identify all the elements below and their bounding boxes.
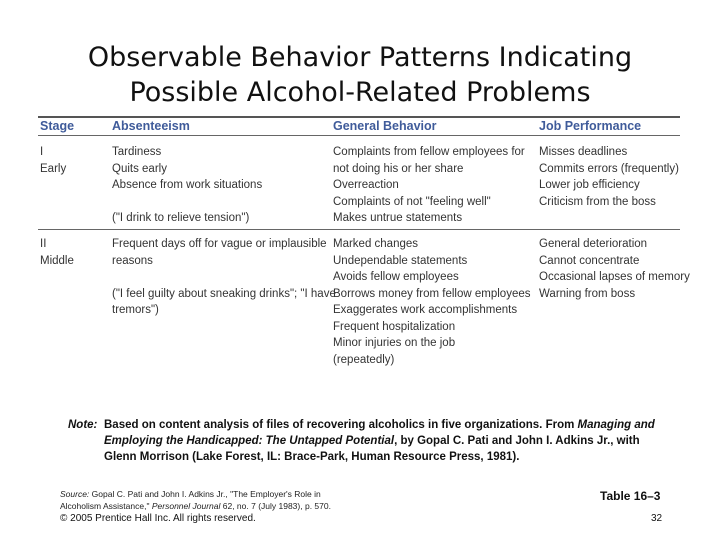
performance-item: Warning from boss [539,287,636,300]
behavior-item: Minor injuries on the job [333,337,456,349]
stage-number: I [40,146,44,158]
behavior-item: Marked changes [333,238,419,250]
behavior-item: not doing his or her share [333,162,464,175]
source-text-2: Alcoholism Assistance," [60,501,150,511]
behavior-item: Borrows money from fellow employees [333,287,531,300]
behavior-item: Complaints from fellow employees for [333,146,525,158]
behavior-item: Complaints of not "feeling well" [333,195,491,208]
behavior-item: Undependable statements [333,254,468,267]
behavior-item: Frequent hospitalization [333,320,456,333]
behavior-item: (repeatedly) [333,353,395,366]
behavior-item: Overreaction [333,179,399,191]
row-divider [38,229,680,230]
source-label: Source: [60,489,90,499]
row-middle-general-behavior [333,236,531,368]
row-early-general-behavior [333,144,525,227]
row-middle-absenteeism [112,236,336,319]
table-top-rule [38,116,680,118]
behavior-item: Exaggerates work accomplishments [333,304,518,316]
performance-item: Cannot concentrate [539,254,640,267]
note-text-before: Based on content analysis of files of recovering alcoholics in five organizations. From [104,419,575,431]
absenteeism-spacer [112,194,262,211]
header-stage: Stage [40,119,75,133]
table-note [68,417,668,465]
header-job-performance: Job Performance [539,119,642,133]
row-early-job-performance [539,144,679,210]
absenteeism-item: Tardiness [112,146,162,158]
absenteeism-quote: tremors") [112,304,159,316]
absenteeism-spacer [112,269,336,286]
source-text-1: Gopal C. Pati and John I. Adkins Jr., "The Employer's Role in [91,489,321,499]
page-number: 32 [651,513,663,524]
performance-item: Criticism from the boss [539,195,656,208]
performance-item: Commits errors (frequently) [539,162,679,175]
absenteeism-item: Absence from work situations [112,179,263,191]
note-book-title: Managing and Employing the Handicapped: The Untapped Potential [104,419,655,447]
source-text-3: 62, no. 7 (July 1983), p. 570. [222,501,331,511]
note-body [104,417,668,465]
stage-number: II [40,238,47,250]
table-number-label: Table 16–3 [600,489,661,503]
performance-item: Misses deadlines [539,146,628,158]
source-citation [60,488,331,512]
header-rule [38,135,680,136]
note-label: Note: [68,419,98,431]
absenteeism-item: reasons [112,254,153,267]
absenteeism-item: Quits early [112,162,167,175]
slide-title [0,40,720,110]
performance-item: Lower job efficiency [539,179,640,191]
header-absenteeism: Absenteeism [112,119,190,133]
row-early-stage [40,144,66,177]
behavior-item: Avoids fellow employees [333,271,459,283]
title-line-1: Observable Behavior Patterns Indicating [87,42,633,73]
performance-item: General deterioration [539,238,648,250]
note-text-after: , by Gopal C. Pati and John I. Adkins Jr., with Glenn Morrison (Lake Forest, IL: Brace-Park, Human Resource Press, 1981). [104,435,640,463]
row-middle-stage [40,236,74,269]
row-middle-job-performance [539,236,690,302]
source-journal: Personnel Journal [151,501,221,511]
absenteeism-item: Frequent days off for vague or implausible [112,238,327,250]
stage-name: Middle [40,254,74,267]
performance-item: Occasional lapses of memory [539,271,690,283]
title-line-2: Possible Alcohol-Related Problems [129,77,591,108]
behavior-item: Makes untrue statements [333,212,463,224]
stage-name: Early [40,162,67,175]
header-general-behavior: General Behavior [333,119,437,133]
absenteeism-quote: ("I feel guilty about sneaking drinks"; "I have [112,287,336,300]
row-early-absenteeism [112,144,262,227]
copyright-notice: © 2005 Prentice Hall Inc. All rights reserved. [60,513,256,524]
absenteeism-quote: ("I drink to relieve tension") [112,212,250,224]
